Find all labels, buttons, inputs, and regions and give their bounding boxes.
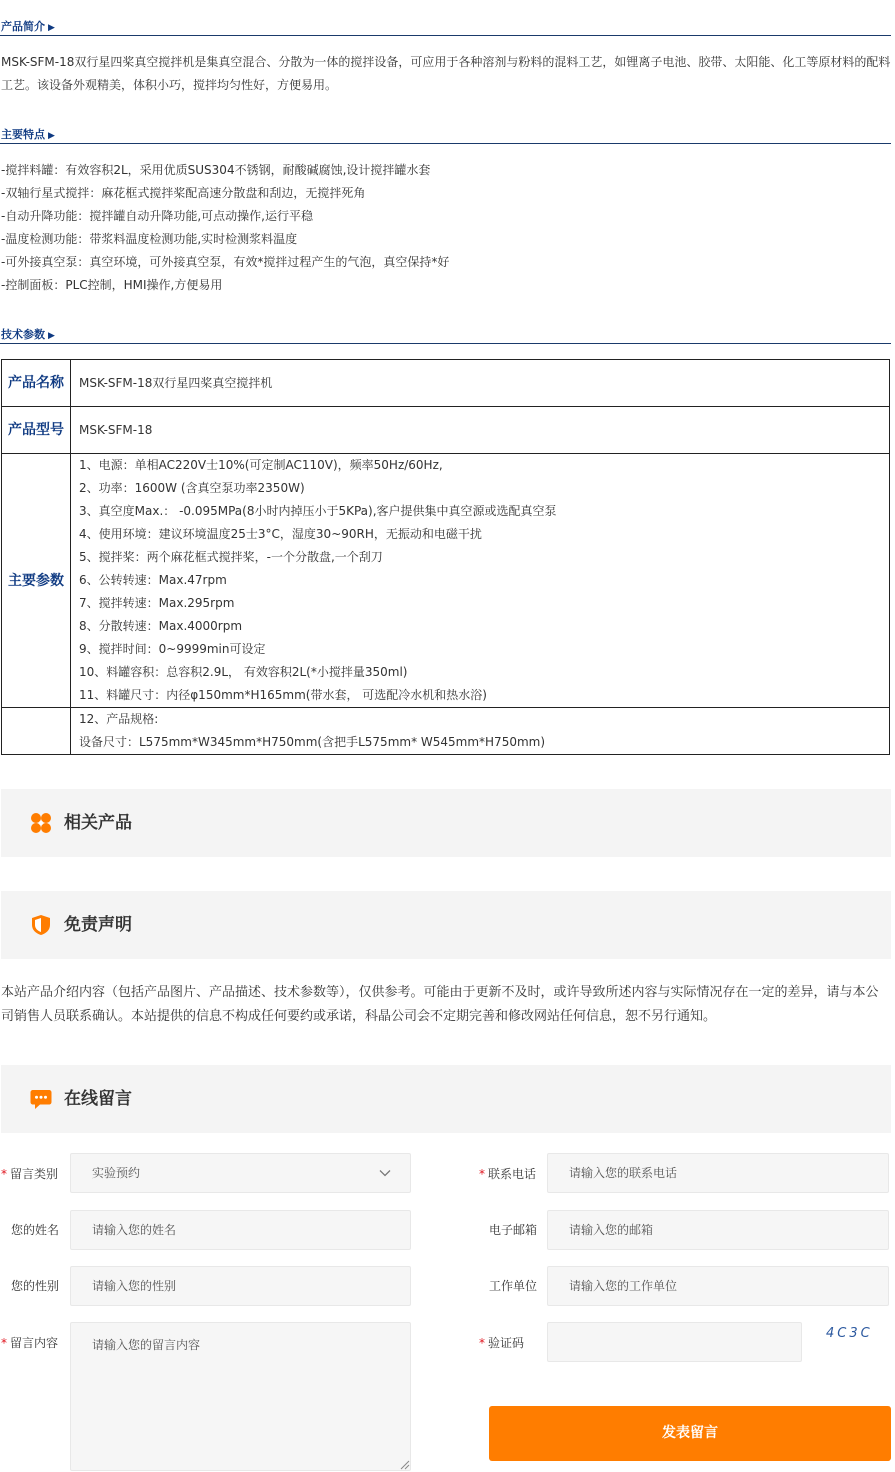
name-input[interactable]: 请输入您的姓名 — [70, 1210, 411, 1250]
spec-line: 设备尺寸：L575mm*W345mm*H750mm(含把手L575mm* W545mm*H750mm) — [79, 735, 546, 749]
message-title: 在线留言 — [64, 1089, 132, 1109]
feature-item: -搅拌料罐：有效容积2L，采用优质SUS304不锈钢，耐酸碱腐蚀,设计搅拌罐水套 — [1, 163, 431, 177]
spec-table — [1, 359, 890, 755]
category-select[interactable] — [70, 1153, 411, 1193]
spec-line: 7、搅拌转速：Max.295rpm — [79, 596, 235, 610]
spec-line: 4、使用环境：建议环境温度25士3°C，湿度30~90RH，无振动和电磁干扰 — [79, 527, 482, 541]
gender-input[interactable]: 请输入您的性别 — [70, 1266, 411, 1306]
disclaimer-bar — [1, 891, 891, 959]
company-label: 工作单位 — [489, 1279, 538, 1293]
section-header-intro — [0, 10, 891, 36]
spec-line: 2、功率：1600W (含真空泵功率2350W) — [79, 481, 305, 495]
content-label: * 留言内容 — [1, 1336, 59, 1350]
spec-line: 12、产品规格: — [79, 712, 159, 726]
spec-key: 产品型号 — [2, 407, 71, 454]
feature-item: -可外接真空泵：真空环境，可外接真空泵，有效*搅拌过程产生的气泡，真空保持*好 — [1, 255, 450, 269]
disclaimer-text: 本站产品介绍内容（包括产品图片、产品描述、技术参数等），仅供参考。可能由于更新不及时，或许导致所述内容与实际情况存在一定的差异，请与本公司销售人员联系确认。本站提供的信息不构成任何要约或承诺，科晶公司会不定期完善和修改网站任何信息，恕不另行通知。 — [1, 985, 879, 1024]
company-input[interactable]: 请输入您的工作单位 — [547, 1266, 889, 1306]
spec-value-list — [71, 708, 890, 755]
table-row — [2, 360, 890, 407]
spec-line: 9、搅拌时间：0~9999min可设定 — [79, 642, 266, 656]
spec-value-list — [71, 454, 890, 708]
spec-line: 11、料罐尺寸：内径φ150mm*H165mm(带水套， 可选配冷水机和热水浴) — [79, 688, 487, 702]
spec-value: MSK-SFM-18 — [71, 407, 890, 454]
section-header-params — [0, 318, 891, 344]
intro-text: MSK-SFM-18双行星四桨真空搅拌机是集真空混合、分散为一体的搅拌设备，可应用于各种溶剂与粉料的混料工艺，如锂离子电池、胶带、太阳能、化工等原材料的配料工艺。该设备外观精美，体积小巧，搅拌均匀性好，方便易用。 — [1, 55, 891, 92]
feature-item: -双轴行星式搅拌：麻花框式搅拌桨配高速分散盘和刮边，无搅拌死角 — [1, 186, 366, 200]
section-header-features — [0, 118, 891, 144]
disclaimer-title: 免责声明 — [64, 915, 132, 935]
triangle-right-icon: ▶ — [48, 131, 55, 141]
spec-key — [2, 708, 71, 755]
captcha-image[interactable]: 4C3C — [826, 1326, 873, 1341]
spec-line: 3、真空度Max.： -0.095MPa(8小时内掉压小于5KPa),客户提供集中真空源或选配真空泵 — [79, 504, 557, 518]
section-title-features: 主要特点 — [1, 128, 45, 141]
category-selected-value: 实验预约 — [92, 1166, 141, 1180]
section-title-intro: 产品简介 — [1, 20, 45, 33]
gender-label: 您的性别 — [11, 1279, 60, 1293]
phone-input[interactable]: 请输入您的联系电话 — [547, 1153, 889, 1193]
spec-key: 产品名称 — [2, 360, 71, 407]
spec-line: 10、料罐容积：总容积2.9L， 有效容积2L(*小搅拌量350ml) — [79, 665, 408, 679]
spec-line: 1、电源：单相AC220V士10%(可定制AC110V)，频率50Hz/60Hz, — [79, 458, 443, 472]
feature-item: -自动升降功能：搅拌罐自动升降功能,可点动操作,运行平稳 — [1, 209, 313, 223]
submit-button[interactable]: 发表留言 — [489, 1406, 891, 1461]
table-row — [2, 407, 890, 454]
resize-handle-icon[interactable] — [400, 1460, 410, 1470]
triangle-right-icon: ▶ — [48, 331, 55, 341]
chat-bubble-icon — [30, 1088, 52, 1110]
triangle-right-icon: ▶ — [48, 23, 55, 33]
chevron-down-icon — [378, 1166, 392, 1180]
content-textarea[interactable]: 请输入您的留言内容 — [70, 1322, 411, 1471]
spec-value: MSK-SFM-18双行星四桨真空搅拌机 — [71, 360, 890, 407]
shield-icon — [30, 914, 52, 936]
captcha-label: * 验证码 — [479, 1336, 525, 1350]
spec-line: 5、搅拌桨：两个麻花框式搅拌桨，-一个分散盘,一个刮刀 — [79, 550, 383, 564]
spec-line: 8、分散转速：Max.4000rpm — [79, 619, 243, 633]
category-label: * 留言类别 — [1, 1167, 59, 1181]
section-title-params: 技术参数 — [1, 328, 45, 341]
feature-list — [1, 159, 891, 297]
related-products-bar — [1, 789, 891, 857]
spec-key: 主要参数 — [2, 454, 71, 708]
spec-line: 6、公转转速：Max.47rpm — [79, 573, 227, 587]
feature-item: -控制面板：PLC控制，HMI操作,方便易用 — [1, 278, 223, 292]
message-bar — [1, 1065, 891, 1133]
feature-item: -温度检测功能：带浆料温度检测功能,实时检测浆料温度 — [1, 232, 298, 246]
email-label: 电子邮箱 — [489, 1223, 538, 1237]
table-row — [2, 454, 890, 708]
petals-icon — [30, 812, 52, 834]
table-row — [2, 708, 890, 755]
related-products-title: 相关产品 — [64, 813, 132, 833]
phone-label: * 联系电话 — [479, 1167, 537, 1181]
captcha-input[interactable] — [547, 1322, 802, 1362]
name-label: 您的姓名 — [11, 1223, 60, 1237]
email-input[interactable]: 请输入您的邮箱 — [547, 1210, 889, 1250]
